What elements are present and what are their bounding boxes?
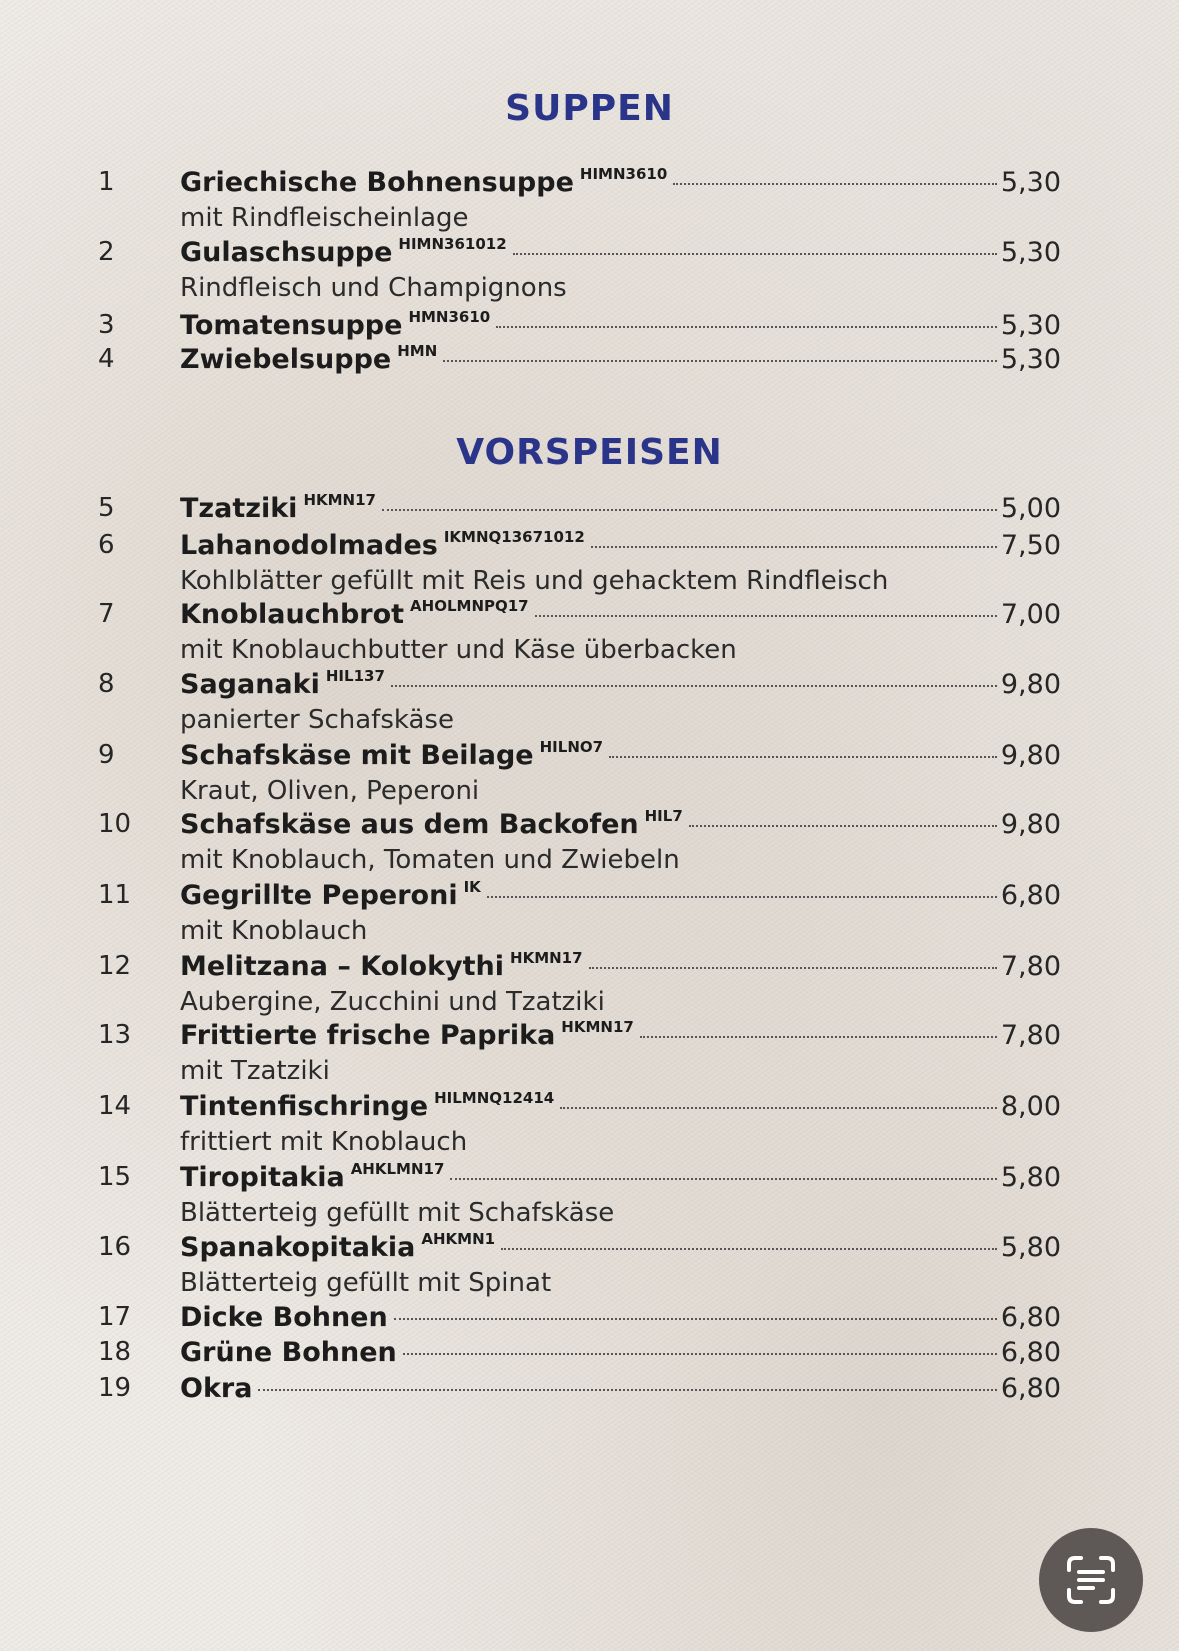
item-number: 9 (98, 740, 115, 770)
menu-item (0, 235, 1179, 303)
item-description: Blätterteig gefüllt mit Schafskäse (180, 1198, 615, 1228)
item-price: 5,30 (1000, 310, 1061, 341)
item-name: Zwiebelsuppe (180, 344, 392, 375)
dot-leader (591, 546, 997, 548)
live-text-scan-button[interactable] (1039, 1528, 1143, 1632)
item-description: Rindfleisch und Champignons (180, 273, 567, 303)
item-number: 4 (98, 344, 115, 374)
item-line (180, 1373, 1061, 1404)
item-price: 7,00 (1000, 599, 1061, 630)
dot-leader (443, 360, 997, 362)
item-name: Gulaschsuppe (180, 237, 393, 268)
menu-item (0, 1230, 1179, 1298)
dot-leader (501, 1248, 997, 1250)
item-price: 9,80 (1000, 740, 1061, 771)
dot-leader (496, 326, 997, 328)
dot-leader (673, 183, 997, 185)
item-name: Tzatziki (180, 493, 298, 524)
item-number: 14 (98, 1091, 132, 1121)
allergen-code: AHKLMN17 (350, 1160, 445, 1178)
item-name: Dicke Bohnen (180, 1302, 388, 1333)
menu-item (0, 949, 1179, 1017)
menu-item (0, 667, 1179, 735)
item-line (180, 809, 1061, 840)
item-price: 7,80 (1000, 951, 1061, 982)
item-number: 17 (98, 1302, 132, 1332)
dot-leader (609, 756, 997, 758)
item-line (180, 1091, 1061, 1122)
item-name: Knoblauchbrot (180, 599, 405, 630)
menu-item (0, 493, 1179, 529)
menu-item (0, 1089, 1179, 1157)
allergen-code: HKMN17 (510, 949, 583, 967)
item-price: 9,80 (1000, 809, 1061, 840)
section-title-suppen: SUPPEN (505, 88, 674, 129)
item-price: 5,80 (1000, 1232, 1061, 1263)
allergen-code: HMN3610 (408, 308, 491, 326)
item-price: 6,80 (1000, 880, 1061, 911)
item-description: mit Knoblauchbutter und Käse überbacken (180, 635, 737, 665)
section-title-vorspeisen: VORSPEISEN (456, 432, 723, 473)
item-line (180, 669, 1061, 700)
item-description: frittiert mit Knoblauch (180, 1127, 468, 1157)
item-line (180, 167, 1061, 198)
item-number: 3 (98, 310, 115, 340)
item-price: 6,80 (1000, 1302, 1061, 1333)
item-name: Lahanodolmades (180, 530, 438, 561)
item-description: mit Knoblauch, Tomaten und Zwiebeln (180, 845, 680, 875)
item-line (180, 740, 1061, 771)
dot-leader (394, 1318, 997, 1320)
item-line (180, 880, 1061, 911)
dot-leader (513, 253, 997, 255)
allergen-code: AHOLMNPQ17 (410, 597, 529, 615)
item-price: 5,80 (1000, 1162, 1061, 1193)
allergen-code: HIL7 (644, 807, 683, 825)
menu-item (0, 165, 1179, 233)
menu-item (0, 310, 1179, 346)
allergen-code: AHKMN1 (421, 1230, 496, 1248)
item-line (180, 237, 1061, 268)
item-price: 5,30 (1000, 237, 1061, 268)
item-number: 6 (98, 530, 115, 560)
item-line (180, 530, 1061, 561)
dot-leader (640, 1036, 997, 1038)
item-price: 5,30 (1000, 344, 1061, 375)
allergen-code: HIMN361012 (398, 235, 507, 253)
dot-leader (450, 1178, 996, 1180)
item-price: 7,80 (1000, 1020, 1061, 1051)
item-line (180, 599, 1061, 630)
allergen-code: IKMNQ13671012 (443, 528, 585, 546)
item-name: Frittierte frische Paprika (180, 1020, 556, 1051)
item-number: 16 (98, 1232, 132, 1262)
item-name: Schafskäse aus dem Backofen (180, 809, 639, 840)
item-name: Grüne Bohnen (180, 1337, 397, 1368)
item-name: Gegrillte Peperoni (180, 880, 458, 911)
item-price: 6,80 (1000, 1337, 1061, 1368)
item-name: Tintenfischringe (180, 1091, 429, 1122)
item-name: Saganaki (180, 669, 320, 700)
allergen-code: HIL137 (325, 667, 385, 685)
item-description: mit Knoblauch (180, 916, 368, 946)
item-number: 13 (98, 1020, 132, 1050)
item-description: mit Rindfleischeinlage (180, 203, 469, 233)
allergen-code: HKMN17 (303, 491, 376, 509)
menu-item (0, 528, 1179, 596)
menu-item (0, 1373, 1179, 1409)
menu-item (0, 597, 1179, 665)
item-number: 5 (98, 493, 115, 523)
menu-item (0, 1302, 1179, 1338)
item-description: mit Tzatziki (180, 1056, 330, 1086)
item-description: Aubergine, Zucchini und Tzatziki (180, 987, 605, 1017)
item-line (180, 1162, 1061, 1193)
dot-leader (589, 967, 997, 969)
item-number: 18 (98, 1337, 132, 1367)
item-line (180, 344, 1061, 375)
item-line (180, 951, 1061, 982)
dot-leader (535, 615, 997, 617)
item-number: 19 (98, 1373, 132, 1403)
item-price: 9,80 (1000, 669, 1061, 700)
item-name: Melitzana – Kolokythi (180, 951, 505, 982)
item-description: Blätterteig gefüllt mit Spinat (180, 1268, 552, 1298)
item-price: 5,30 (1000, 167, 1061, 198)
item-number: 7 (98, 599, 115, 629)
allergen-code: HILNO7 (539, 738, 604, 756)
item-name: Tiropitakia (180, 1162, 345, 1193)
menu-item (0, 738, 1179, 806)
menu-item (0, 1337, 1179, 1373)
dot-leader (391, 685, 997, 687)
item-line (180, 1020, 1061, 1051)
dot-leader (382, 509, 997, 511)
item-description: panierter Schafskäse (180, 705, 454, 735)
item-name: Okra (180, 1373, 253, 1404)
item-line (180, 1232, 1061, 1263)
item-number: 2 (98, 237, 115, 267)
item-line (180, 1337, 1061, 1368)
dot-leader (258, 1389, 996, 1391)
item-name: Spanakopitakia (180, 1232, 416, 1263)
item-name: Griechische Bohnensuppe (180, 167, 574, 198)
allergen-code: HKMN17 (561, 1018, 634, 1036)
item-name: Schafskäse mit Beilage (180, 740, 534, 771)
allergen-code: HIMN3610 (579, 165, 668, 183)
item-number: 15 (98, 1162, 132, 1192)
item-number: 11 (98, 880, 132, 910)
allergen-code: HMN (397, 342, 438, 360)
menu-item (0, 344, 1179, 380)
item-line (180, 1302, 1061, 1333)
item-price: 6,80 (1000, 1373, 1061, 1404)
item-price: 7,50 (1000, 530, 1061, 561)
menu-item (0, 1160, 1179, 1228)
dot-leader (560, 1107, 997, 1109)
item-price: 5,00 (1000, 493, 1061, 524)
item-name: Tomatensuppe (180, 310, 403, 341)
allergen-code: IK (463, 878, 481, 896)
item-number: 1 (98, 167, 115, 197)
menu-item (0, 878, 1179, 946)
allergen-code: HILMNQ12414 (434, 1089, 555, 1107)
item-description: Kohlblätter gefüllt mit Reis und gehacktem Rindfleisch (180, 566, 889, 596)
dot-leader (689, 825, 997, 827)
menu-item (0, 807, 1179, 875)
menu-item (0, 1018, 1179, 1086)
item-number: 12 (98, 951, 132, 981)
item-description: Kraut, Oliven, Peperoni (180, 776, 480, 806)
item-line (180, 493, 1061, 524)
item-price: 8,00 (1000, 1091, 1061, 1122)
text-scan-icon (1063, 1552, 1119, 1608)
item-number: 8 (98, 669, 115, 699)
dot-leader (487, 896, 997, 898)
dot-leader (403, 1353, 997, 1355)
item-line (180, 310, 1061, 341)
item-number: 10 (98, 809, 132, 839)
